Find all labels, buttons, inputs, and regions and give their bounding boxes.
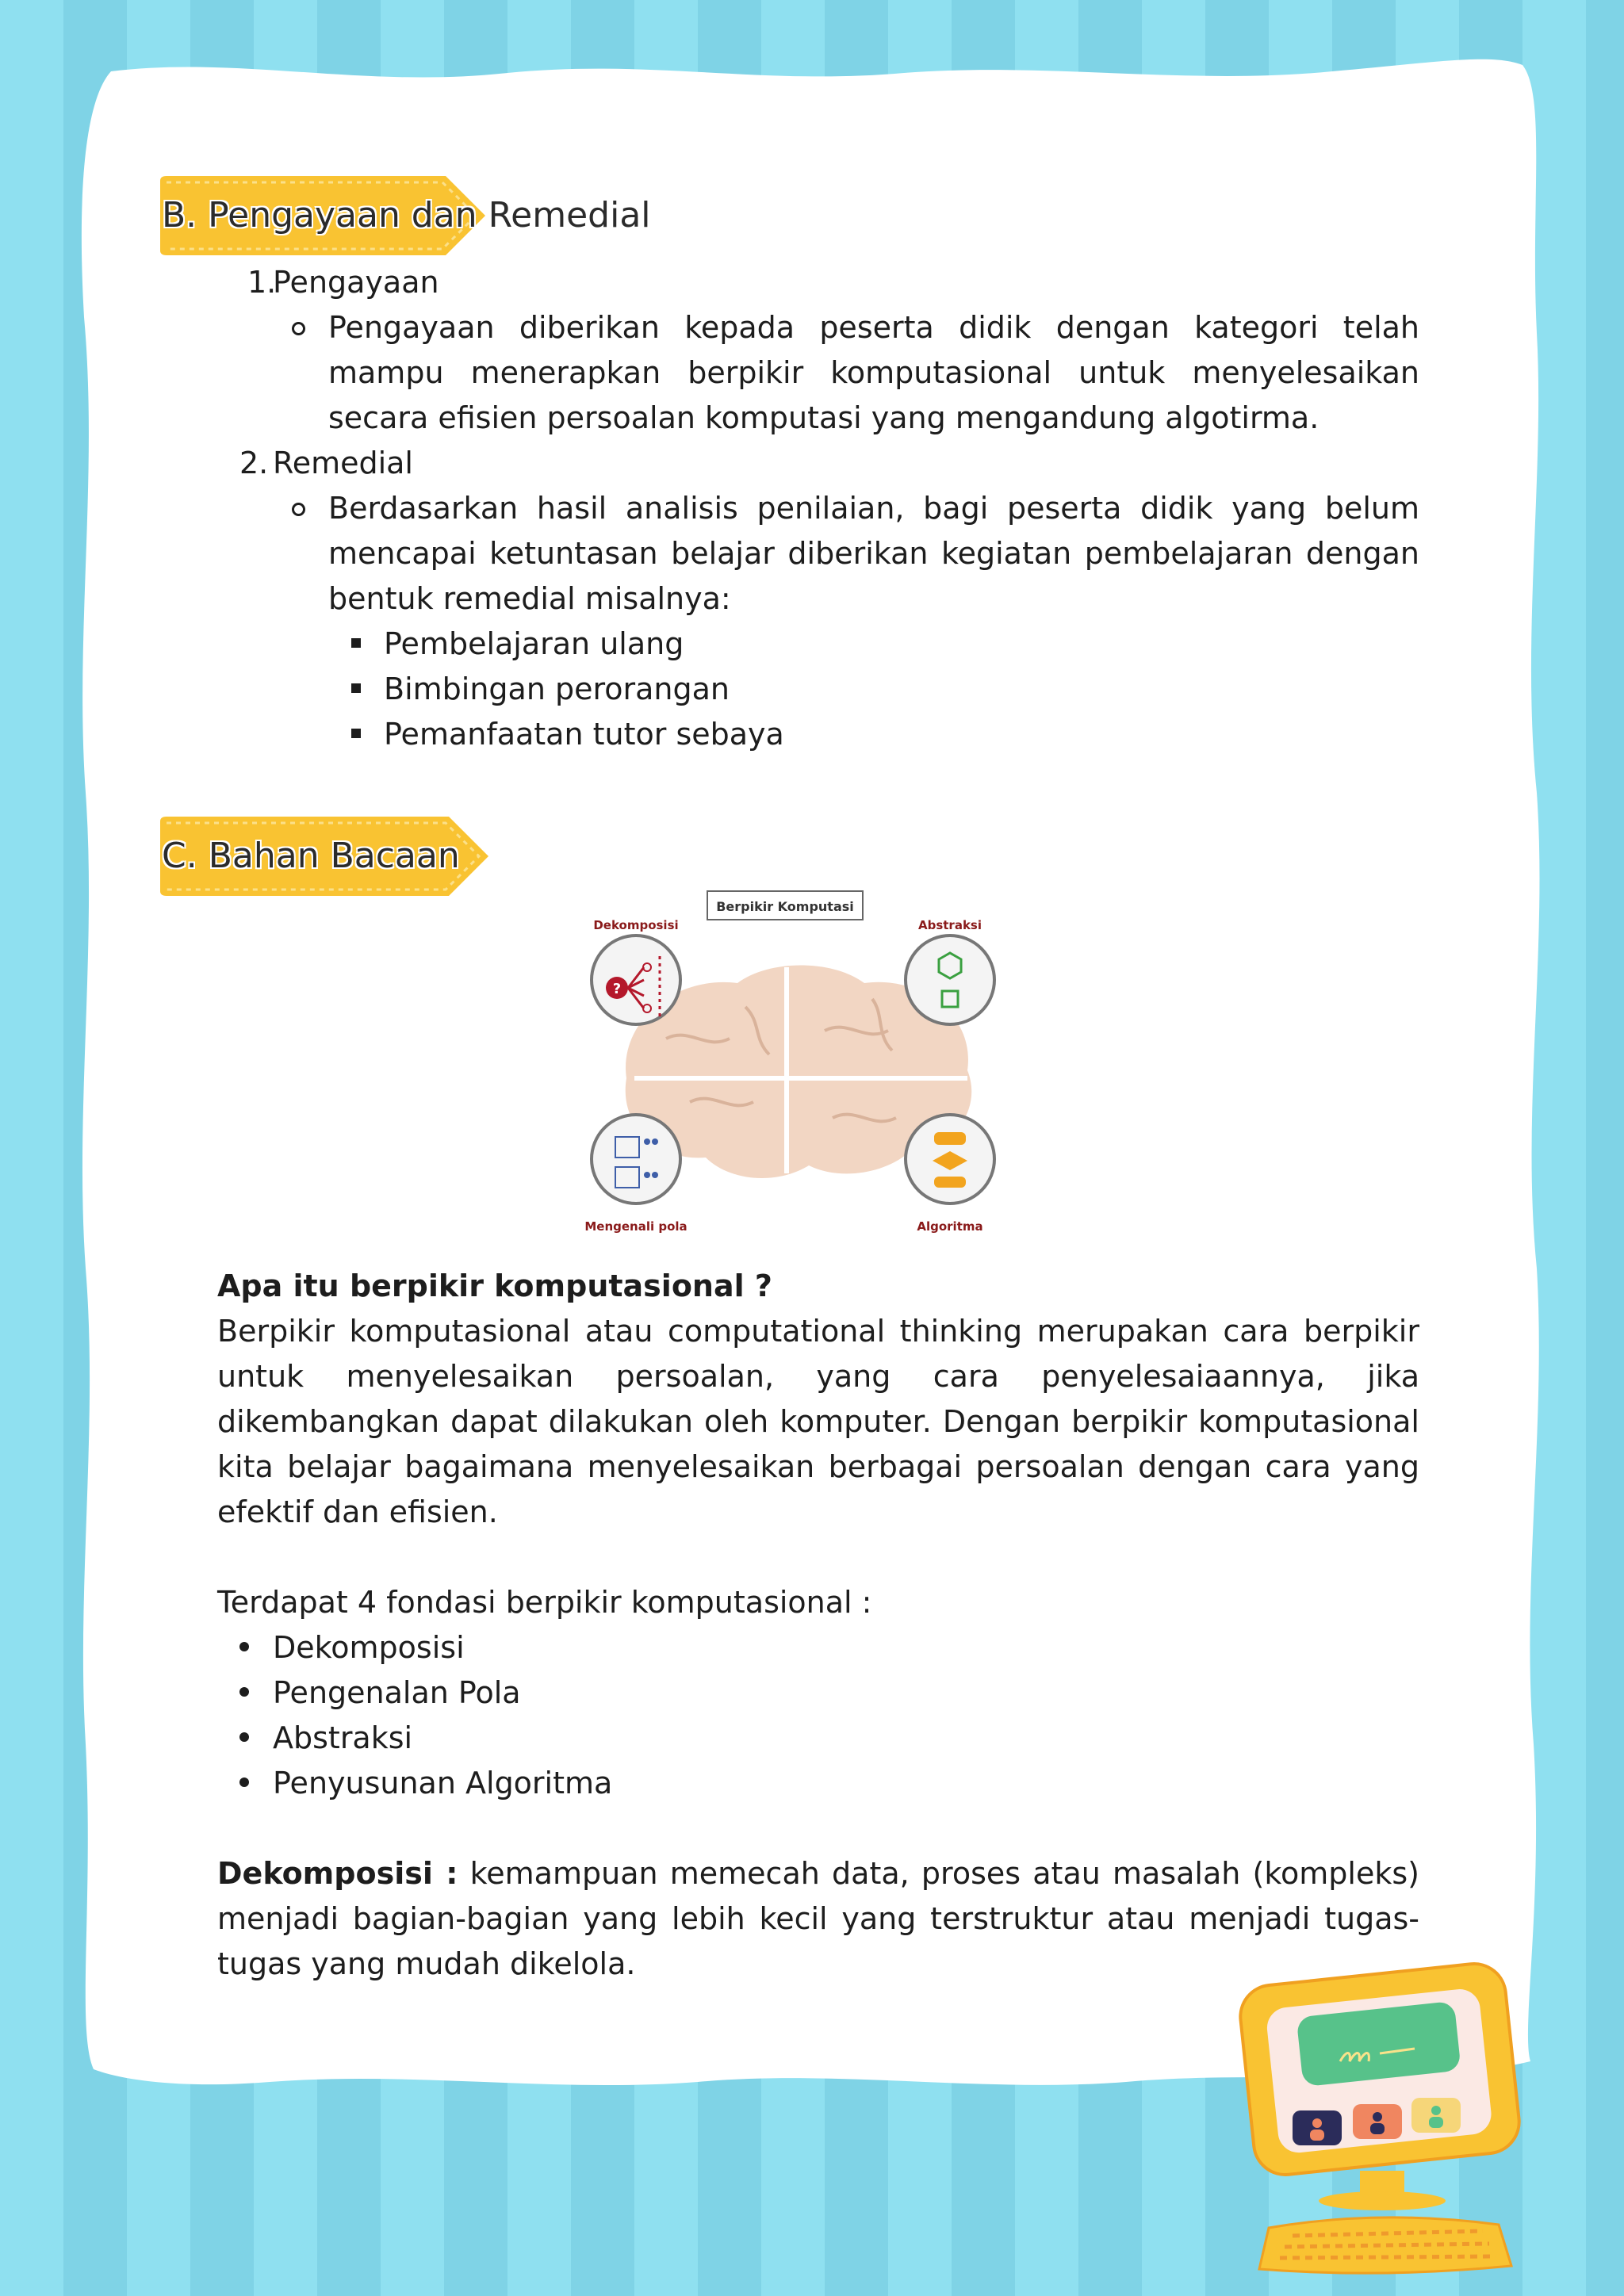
item-remedial-label: Remedial bbox=[273, 446, 413, 480]
brain-puzzle-illustration bbox=[571, 880, 1015, 1245]
section-c-tag bbox=[160, 817, 488, 896]
figure-label-algoritma: Algoritma bbox=[917, 1219, 983, 1234]
decomposition-text: kemampuan memecah data, proses atau masalah (kompleks) menjadi bagian-bagian yang lebih kecil yang terstruktur atau menjadi tugas-tugas yang mudah dikelola. bbox=[217, 1856, 1419, 1981]
foundations-intro: Terdapat 4 fondasi berpikir komputasional : bbox=[217, 1585, 872, 1620]
svg-text:?: ? bbox=[612, 981, 622, 997]
section-b-tag bbox=[160, 176, 651, 255]
foundation-item: Dekomposisi bbox=[273, 1630, 465, 1665]
figure-label-dekomposisi: Dekomposisi bbox=[593, 918, 679, 932]
section-c-title: C. Bahan Bacaan bbox=[162, 836, 460, 876]
remedial-subitem: Pembelajaran ulang bbox=[384, 626, 684, 661]
bullet-dot bbox=[239, 1687, 249, 1697]
figure-label-mengenali-pola: Mengenali pola bbox=[584, 1219, 688, 1234]
question-heading: Apa itu berpikir komputasional ? bbox=[217, 1269, 772, 1303]
remedial-text: Berdasarkan hasil analisis penilaian, bagi peserta didik yang belum mencapai ketuntasan belajar diberikan kegiatan pembelajaran dengan bentuk remedial misalnya: bbox=[328, 491, 1419, 616]
computational-thinking-figure bbox=[571, 880, 1015, 1245]
list-number-2: 2. bbox=[239, 446, 269, 480]
computer-illustration bbox=[1237, 1958, 1522, 2291]
remedial-subitem: Pemanfaatan tutor sebaya bbox=[384, 717, 784, 752]
list-number-1: 1. bbox=[247, 265, 277, 300]
figure-title: Berpikir Komputasi bbox=[716, 899, 854, 914]
square-bullet bbox=[351, 683, 361, 693]
circle-bullet bbox=[292, 322, 305, 335]
foundation-item: Pengenalan Pola bbox=[273, 1675, 521, 1710]
foundation-item: Penyusunan Algoritma bbox=[273, 1766, 613, 1800]
remedial-subitem: Bimbingan perorangan bbox=[384, 672, 730, 706]
square-bullet bbox=[351, 638, 361, 648]
figure-label-abstraksi: Abstraksi bbox=[917, 918, 982, 932]
item-pengayaan-label: Pengayaan bbox=[273, 265, 439, 300]
foundation-item: Abstraksi bbox=[273, 1720, 413, 1755]
square-bullet bbox=[351, 729, 361, 738]
circle-bullet bbox=[292, 503, 305, 516]
definition-text: Berpikir komputasional atau computational thinking merupakan cara berpikir untuk menyelesaikan persoalan, yang cara penyelesaiaannya, jika dikembangkan dapat dilakukan oleh komputer. Dengan berpikir komputasional kita belajar bagaimana menyelesaikan berbagai persoalan dengan cara yang efektif dan efisien. bbox=[217, 1314, 1419, 1529]
bullet-dot bbox=[239, 1777, 249, 1787]
decomposition-term: Dekomposisi : bbox=[217, 1856, 458, 1891]
pengayaan-text: Pengayaan diberikan kepada peserta didik dengan kategori telah mampu menerapkan berpikir komputasional untuk menyelesaikan secara efisien persoalan komputasi yang mengandung algotirma. bbox=[328, 310, 1419, 435]
bullet-dot bbox=[239, 1642, 249, 1651]
bullet-dot bbox=[239, 1732, 249, 1742]
section-b-title: B. Pengayaan dan Remedial bbox=[162, 195, 651, 235]
